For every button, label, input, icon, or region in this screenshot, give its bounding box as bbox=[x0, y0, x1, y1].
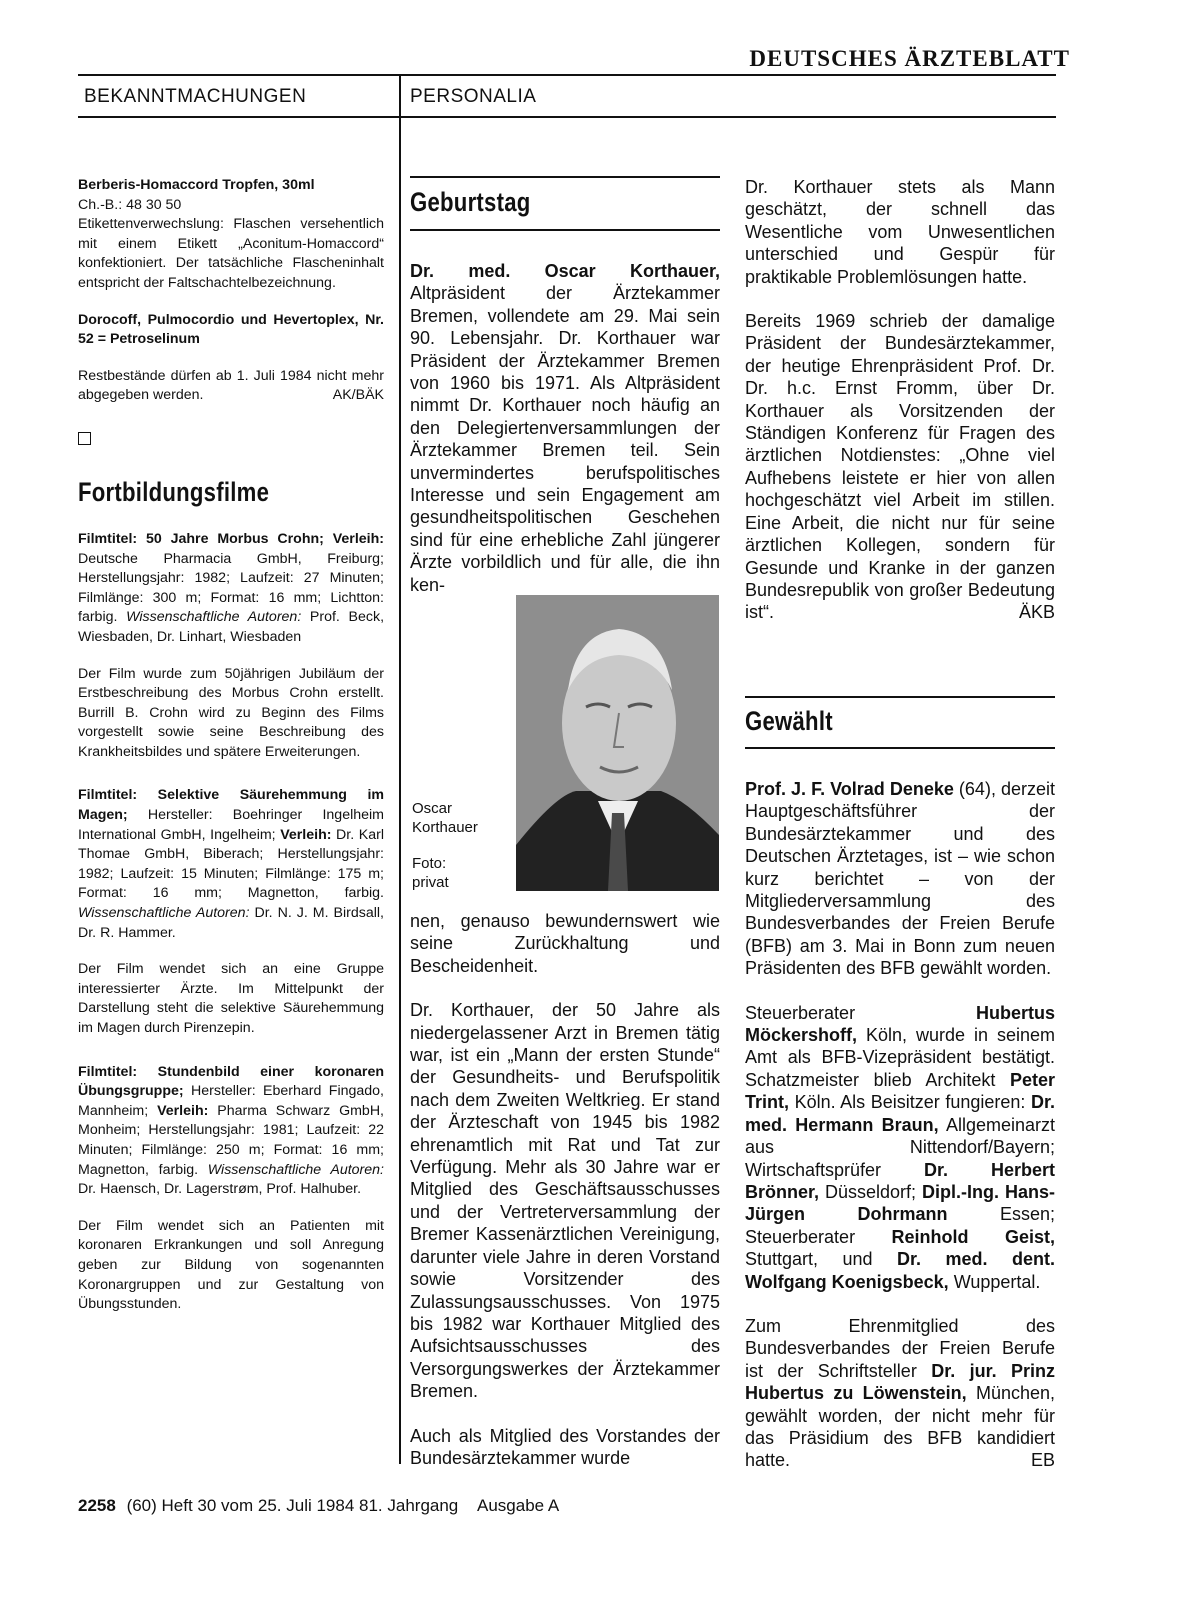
signoff: EB bbox=[1030, 1450, 1055, 1471]
birthday-text: nen, genauso bewundernswert wie seine Zurückhaltung und Bescheidenheit. bbox=[410, 911, 720, 976]
birthday-text: Auch als Mitglied des Vorstandes der Bundesärztekammer wurde bbox=[410, 1425, 720, 1468]
bekanntmachungen-column bbox=[78, 176, 384, 1315]
birthday-text: Dr. Korthauer, der 50 Jahre als niedergelassener Arzt in Bremen tätig war, ist ein „Mann der ersten Stunde“ der Gesundheits- und Berufspolitik nach dem Zweiten Weltkrieg. Er stand der Ärzteschaft von 1945 bis 1982 ehrenamtlich mit Rat und Tat zur Verfügung. Mehr als 30 Jahre war er Mitglied des Geschäftsausschusses und der Vertreterversammlung der Bremer Kassenärztlichen Vereinigung, darunter viele Jahre in deren Vorstand sowie Vorsitzender des Zulassungsausschusses. Von 1975 bis 1982 war Korthauer Mitglied des Aufsichtsausschusses des Versorgungswerkes der Ärztekammer Bremen. bbox=[410, 1000, 720, 1402]
signoff: AK/BÄK bbox=[332, 387, 384, 404]
item-title: Berberis-Homaccord Tropfen, 30ml bbox=[78, 177, 315, 193]
section-rule bbox=[78, 116, 1056, 118]
photo-caption-credit: Foto: privat bbox=[412, 855, 449, 891]
page-number: 2258 bbox=[78, 1496, 116, 1515]
portrait-photo bbox=[516, 595, 719, 891]
notice-text: Etikettenverwechslung: Flaschen versehentlich mit einem Etikett „Aconitum-Homaccord“ konfektioniert. Der tatsächliche Flascheninhalt entspricht der Faltschachtelbezeichnung. bbox=[78, 216, 384, 291]
heading-rule bbox=[410, 176, 720, 178]
birthday-text: Dr. med. Oscar Korthauer, Altpräsident der Ärztekammer Bremen, vollendete am 29. Mai sein 90. Lebensjahr. Dr. Korthauer war Präsident der Ärztekammer Bremen von 1960 bis 1971. Als Altpräsident nimmt Dr. Korthauer noch häufig an den Delegiertenversammlungen der Ärztekammer Bremen teil. Sein unvermindertes berufspolitisches Interesse und sein Engagement am gesundheitspolitischen Geschehen sind für eine erhebliche Zahl jüngerer Ärzte vorbildlich und für alle, die ihn ken- bbox=[410, 261, 720, 595]
issue-info: (60) Heft 30 vom 25. Juli 1984 81. Jahrgang bbox=[126, 1496, 459, 1515]
heading-rule bbox=[745, 747, 1055, 749]
election-text: Steuerberater Hubertus Möckershoff, Köln, wurde in seinem Amt als BFB-Vizepräsident bestätigt. Schatzmeister blieb Architekt Peter Trint, Köln. Als Beisitzer fungieren: Dr. med. Hermann Braun, Allgemeinarzt aus Nittendorf/Bayern; Wirtschaftsprüfer Dr. Herbert Brönner, Düsseldorf; Dipl.-Ing. Hans-Jürgen Dohrmann Essen; Steuerberater Reinhold Geist, Stuttgart, und Dr. med. dent. Wolfgang Koenigsbeck, Wuppertal. bbox=[745, 1002, 1056, 1292]
photo-caption-name: Oscar Korthauer bbox=[412, 800, 478, 836]
masthead-title: DEUTSCHES ÄRZTEBLATT bbox=[749, 46, 1070, 71]
election-text: Prof. J. F. Volrad Deneke (64), derzeit Hauptgeschäftsführer der Bundesärztekammer und des Deutschen Ärztetages, ist – wie schon kurz berichtet – von der Mitgliederversammlung des Bundesverbandes der Freien Berufe (BFB) am 3. Mai in Bonn zum neuen Präsidenten des BFB gewählt worden. bbox=[745, 779, 1056, 979]
heading-geburtstag: Geburtstag bbox=[410, 187, 531, 217]
birthday-text: Bereits 1969 schrieb der damalige Präsident der Bundesärztekammer, der heutige Ehrenpräsident Prof. Dr. Dr. h.c. Ernst Fromm, über Dr. Korthauer als Vorsitzenden der Ständigen Konferenz für Fragen des ärztlichen Notdienstes: „Ohne viel Aufhebens leistete er hier von allen hochgeschätzt viel Arbeit im stillen. Eine Arbeit, die nicht nur für seine ärztlichen Kollegen, sondern für Gesunde und Kranke in der ganzen Bundesrepublik von großer Bedeutung ist“. ÄKB bbox=[745, 311, 1055, 623]
film-description: Der Film wurde zum 50jährigen Jubiläum der Erstbeschreibung des Morbus Crohn erstellt. Burrill B. Crohn wird zu Beginn des Films vorgestellt sowie seine Beschreibung des Krankheitsbildes und spätere Erweiterungen. bbox=[78, 665, 384, 760]
batch-number: Ch.-B.: 48 30 50 bbox=[78, 196, 182, 213]
edition: Ausgabe A bbox=[477, 1496, 560, 1515]
film-entry: Filmtitel: Stundenbild einer koronaren Übungsgruppe; Hersteller: Eberhard Fingado, Mannheim; Verleih: Pharma Schwarz GmbH, Monheim; Herstellungsjahr: 1981; Laufzeit: 22 Minuten; Filmlänge: 250 m; Format: 16 mm; Magnetton, farbig. Wissenschaftliche Autoren: Dr. Haensch, Dr. Lagerstrøm, Prof. Halhuber. bbox=[78, 1063, 385, 1198]
signoff: ÄKB bbox=[1018, 602, 1055, 623]
election-text: Zum Ehrenmitglied des Bundesverbandes der Freien Berufe ist der Schriftsteller Dr. jur. Prinz Hubertus zu Löwenstein, München, gewählt worden, der nicht mehr für das Präsidium des BFB kandidiert hatte. EB bbox=[745, 1315, 1056, 1471]
heading-rule bbox=[745, 696, 1055, 698]
page-footer bbox=[78, 1495, 559, 1517]
masthead-rule bbox=[78, 74, 1056, 76]
personalia-right-column bbox=[745, 176, 1055, 624]
gewaehlt-text bbox=[745, 778, 1055, 1472]
heading-geburtstag-wrap bbox=[410, 186, 720, 218]
section-label-bekanntmachungen: BEKANNTMACHUNGEN bbox=[84, 86, 307, 107]
geburtstag-lead bbox=[410, 260, 720, 596]
portrait-drawing bbox=[516, 595, 719, 891]
film-description: Der Film wendet sich an eine Gruppe interessierter Ärzte. Im Mittelpunkt der Darstellung steht die selektive Säurehemmung im Magen durch Pirenzepin. bbox=[78, 961, 384, 1036]
birthday-text: Dr. Korthauer stets als Mann geschätzt, der schnell das Wesentliche vom Unwesentlichen unterschied und Gespür für praktikable Problemlösungen hatte. bbox=[745, 177, 1055, 287]
heading-gewaehlt: Gewählt bbox=[745, 706, 833, 736]
geburtstag-continued bbox=[410, 910, 720, 1469]
film-description: Der Film wendet sich an Patienten mit koronaren Erkrankungen und soll Anregung geben zur Bildung von sogenannten Koronargruppen und zur Gestaltung von Übungsstunden. bbox=[78, 1217, 384, 1313]
column-divider bbox=[399, 76, 401, 1464]
item-title: Dorocoff, Pulmocordio und Hevertoplex, Nr. 52 = Petroselinum bbox=[78, 311, 384, 348]
film-entry: Filmtitel: Selektive Säurehemmung im Magen; Hersteller: Boehringer Ingelheim International GmbH, Ingelheim; Verleih: Dr. Karl Thomae GmbH, Biberach; Herstellungsjahr: 1982; Laufzeit: 15 Minuten; Filmlänge: 175 m; Format: 16 mm; Magnetton, farbig. Wissenschaftliche Autoren: Dr. N. J. M. Birdsall, Dr. R. Hammer. bbox=[78, 787, 385, 941]
film-entry: Filmtitel: 50 Jahre Morbus Crohn; Verleih: Deutsche Pharmacia GmbH, Freiburg; Herstellungsjahr: 1982; Laufzeit: 27 Minuten; Filmlänge: 300 m; Format: 16 mm; Lichtton: farbig. Wissenschaftliche Autoren: Prof. Beck, Wiesbaden, Dr. Linhart, Wiesbaden bbox=[78, 530, 385, 645]
end-mark-square bbox=[78, 432, 91, 445]
heading-fortbildungsfilme: Fortbildungsfilme bbox=[78, 476, 270, 507]
notice-text: Restbestände dürfen ab 1. Juli 1984 nicht mehr abgegeben werden. AK/BÄK bbox=[78, 367, 384, 406]
heading-rule bbox=[410, 229, 720, 231]
section-label-personalia: PERSONALIA bbox=[410, 86, 537, 107]
heading-gewaehlt-wrap bbox=[745, 705, 1055, 737]
